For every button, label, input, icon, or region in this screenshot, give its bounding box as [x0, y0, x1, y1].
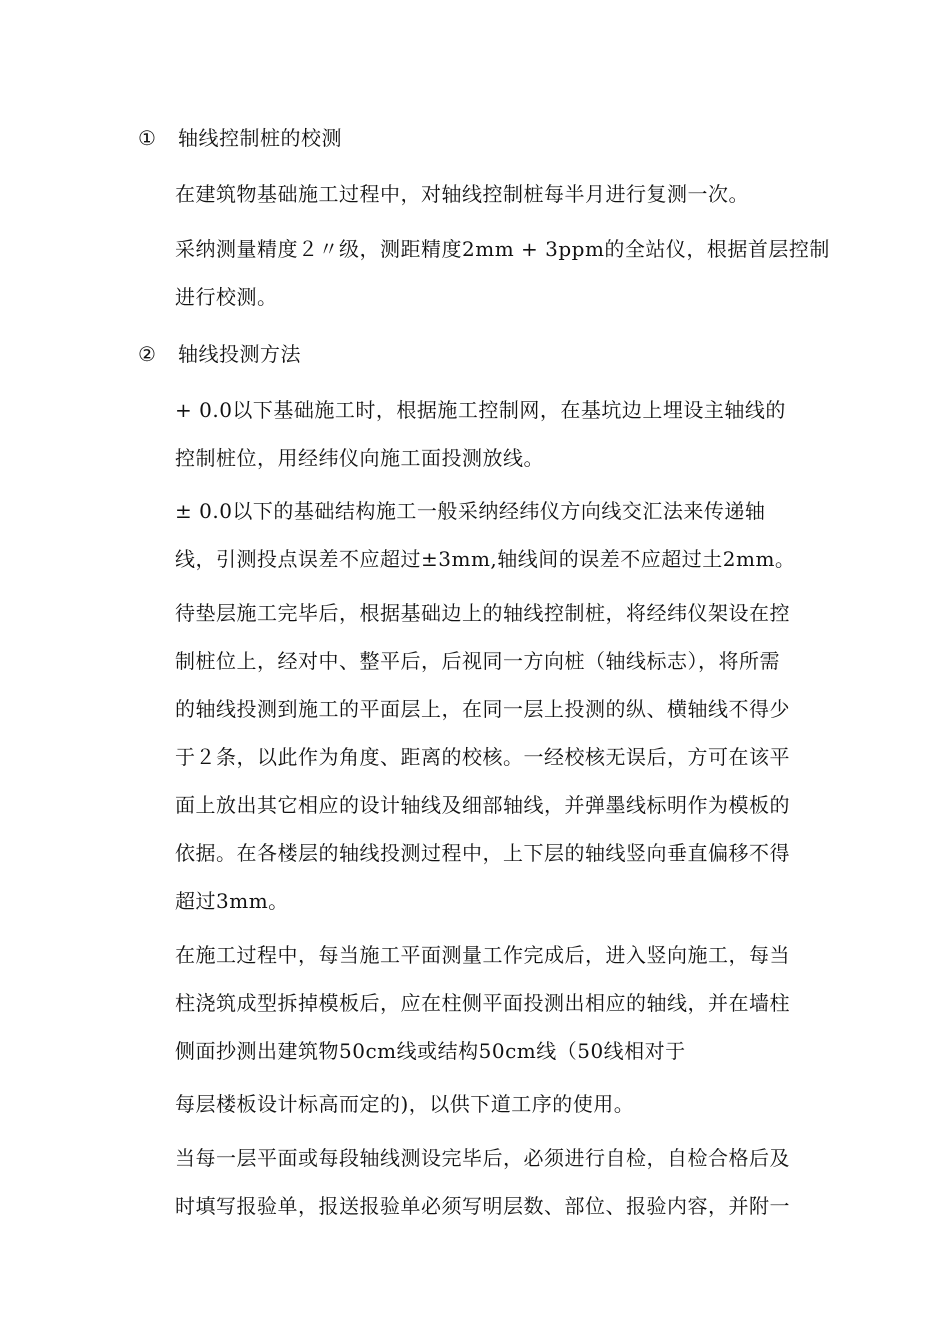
paragraph-line: 进行校测。: [175, 285, 278, 309]
paragraph-line: 制桩位上，经对中、整平后，后视同一方向桩（轴线标志），将所需: [175, 649, 780, 673]
paragraph-line: 侧面抄测出建筑物50cm线或结构50cm线（50线相对于: [175, 1039, 686, 1063]
paragraph-line: 每层楼板设计标高而定的)，以供下道工序的使用。: [175, 1092, 635, 1116]
section-heading-1: [138, 124, 342, 152]
paragraph-line: 当每一层平面或每段轴线测设完毕后，必须进行自检，自检合格后及: [175, 1146, 790, 1170]
paragraph-line: 在建筑物基础施工过程中，对轴线控制桩每半月进行复测一次。: [175, 182, 749, 206]
paragraph-line: 采纳测量精度２〃级，测距精度2mm + 3ppm的全站仪，根据首层控制: [175, 237, 830, 261]
paragraph-line: ± 0.0以下的基础结构施工一般采纳经纬仪方向线交汇法来传递轴: [175, 499, 766, 523]
paragraph-line: 柱浇筑成型拆掉模板后，应在柱侧平面投测出相应的轴线，并在墙柱: [175, 991, 790, 1015]
paragraph-line: 超过3mm。: [175, 889, 289, 913]
paragraph-line: 的轴线投测到施工的平面层上，在同一层上投测的纵、横轴线不得少: [175, 697, 790, 721]
paragraph-line: 时填写报验单，报送报验单必须写明层数、部位、报验内容，并附一: [175, 1194, 790, 1218]
paragraph-line: 面上放出其它相应的设计轴线及细部轴线，并弹墨线标明作为模板的: [175, 793, 790, 817]
paragraph-line: 于２条，以此作为角度、距离的校核。一经校核无误后，方可在该平: [175, 745, 790, 769]
paragraph-line: 控制桩位，用经纬仪向施工面投测放线。: [175, 446, 544, 470]
section-title-2: 轴线投测方法: [178, 342, 301, 366]
paragraph-line: 依据。在各楼层的轴线投测过程中，上下层的轴线竖向垂直偏移不得: [175, 841, 790, 865]
paragraph-line: 在施工过程中，每当施工平面测量工作完成后，进入竖向施工，每当: [175, 943, 790, 967]
paragraph-line: 线，引测投点误差不应超过±3mm,轴线间的误差不应超过土2mm。: [175, 547, 796, 571]
section-number-2: ②: [138, 342, 157, 366]
paragraph-line: 待垫层施工完毕后，根据基础边上的轴线控制桩，将经纬仪架设在控: [175, 601, 790, 625]
section-number-1: ①: [138, 126, 157, 150]
paragraph-line: + 0.0以下基础施工时，根据施工控制网，在基坑边上埋设主轴线的: [175, 398, 786, 422]
section-heading-2: [138, 340, 301, 368]
section-title-1: 轴线控制桩的校测: [178, 126, 342, 150]
